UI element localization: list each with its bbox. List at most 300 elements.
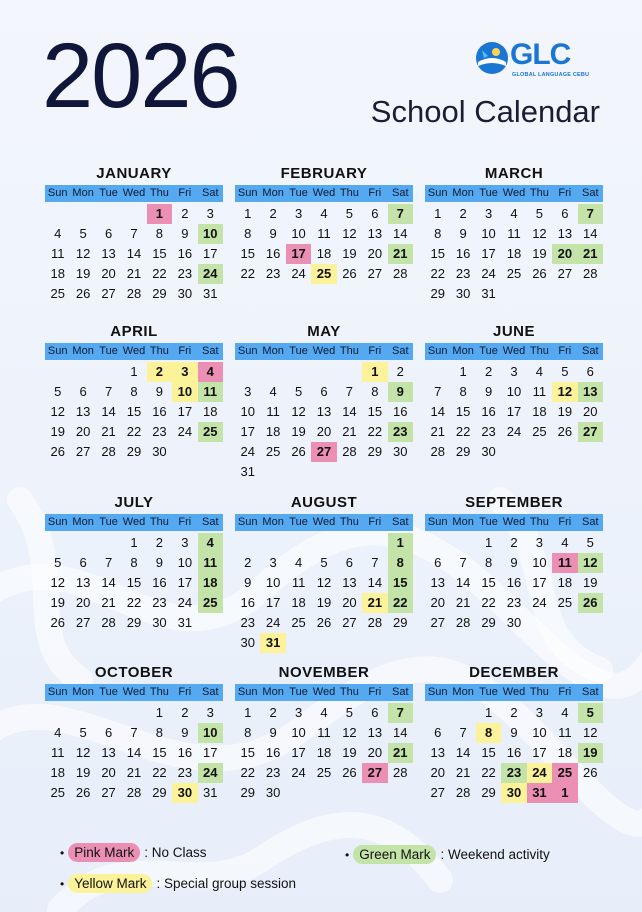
day-cell: 3 xyxy=(510,364,518,379)
day-cell: 15 xyxy=(388,573,413,593)
day-cell: 26 xyxy=(583,765,598,780)
day-cell: 24 xyxy=(198,264,223,284)
day-cell: 9 xyxy=(155,555,164,570)
day-cell: 2 xyxy=(510,535,518,550)
weekday-label: Tue xyxy=(289,686,308,698)
day-cell: 16 xyxy=(265,246,281,261)
day-cell: 30 xyxy=(501,783,526,803)
day-cell: 5 xyxy=(578,703,603,723)
empty-cell xyxy=(45,362,70,382)
legend-pink-chip: Pink Mark xyxy=(68,843,140,862)
empty-cell xyxy=(96,204,121,224)
weekday-label: Thu xyxy=(339,686,359,698)
day-grid xyxy=(45,533,223,633)
weekday-label: Tue xyxy=(289,345,308,357)
day-cell: 23 xyxy=(152,424,167,439)
day-cell: 27 xyxy=(578,422,603,442)
day-cell: 31 xyxy=(240,464,255,479)
day-cell: 15 xyxy=(126,404,142,419)
month-title: JANUARY xyxy=(96,165,172,182)
day-cell: 13 xyxy=(75,404,91,419)
day-cell: 2 xyxy=(459,206,467,221)
day-cell: 16 xyxy=(506,745,522,760)
day-cell: 26 xyxy=(75,286,91,301)
day-cell: 20 xyxy=(75,424,91,439)
day-cell: 2 xyxy=(269,705,277,720)
legend-yellow xyxy=(60,874,296,893)
day-cell: 19 xyxy=(50,424,65,439)
day-cell: 2 xyxy=(181,705,189,720)
weekday-label: Sun xyxy=(427,516,448,528)
empty-cell xyxy=(286,533,311,553)
weekday-header xyxy=(425,684,603,701)
day-cell: 11 xyxy=(317,725,331,740)
day-cell: 9 xyxy=(459,226,467,241)
month-title: OCTOBER xyxy=(94,664,174,681)
day-cell: 23 xyxy=(240,615,255,630)
weekday-label: Thu xyxy=(339,345,359,357)
logo-tagline: GLOBAL LANGUAGE CEBU xyxy=(512,72,590,78)
weekday-header xyxy=(45,185,223,202)
day-cell: 25 xyxy=(50,785,65,800)
day-cell: 7 xyxy=(434,384,442,399)
day-grid xyxy=(235,362,413,482)
day-cell: 17 xyxy=(532,745,547,760)
day-cell: 26 xyxy=(50,615,65,630)
day-cell: 29 xyxy=(152,286,167,301)
day-cell: 2 xyxy=(269,206,277,221)
day-grid xyxy=(45,703,223,803)
day-cell: 6 xyxy=(79,384,87,399)
weekday-label: Thu xyxy=(339,516,359,528)
day-cell: 20 xyxy=(342,595,357,610)
day-cell: 26 xyxy=(578,593,603,613)
day-cell: 26 xyxy=(50,444,65,459)
day-cell: 13 xyxy=(101,745,116,760)
day-cell: 5 xyxy=(79,725,87,740)
weekday-header xyxy=(425,514,603,531)
day-cell: 23 xyxy=(455,266,471,281)
day-cell: 9 xyxy=(244,575,252,590)
day-cell: 11 xyxy=(50,745,65,760)
day-grid xyxy=(45,204,223,304)
day-cell: 8 xyxy=(244,226,252,241)
day-cell: 26 xyxy=(557,424,573,439)
day-cell: 4 xyxy=(561,535,569,550)
day-cell: 27 xyxy=(342,615,357,630)
day-cell: 17 xyxy=(240,424,255,439)
day-cell: 22 xyxy=(367,424,383,439)
day-cell: 30 xyxy=(240,635,255,650)
day-cell: 13 xyxy=(557,226,573,241)
day-cell: 17 xyxy=(265,595,281,610)
day-cell: 12 xyxy=(342,725,357,740)
day-cell: 12 xyxy=(50,575,65,590)
day-cell: 20 xyxy=(75,595,91,610)
day-cell: 7 xyxy=(104,384,113,399)
day-cell: 24 xyxy=(240,444,255,459)
weekday-label: Mon xyxy=(262,345,284,357)
weekday-header xyxy=(235,514,413,531)
day-cell: 1 xyxy=(155,705,164,720)
weekday-label: Sun xyxy=(237,516,258,528)
weekday-label: Wed xyxy=(312,686,336,698)
day-cell: 4 xyxy=(198,362,223,382)
day-cell: 1 xyxy=(244,206,252,221)
day-cell: 1 xyxy=(484,705,493,720)
weekday-label: Mon xyxy=(72,686,94,698)
day-cell: 25 xyxy=(291,615,306,630)
weekday-header xyxy=(45,684,223,701)
weekday-label: Tue xyxy=(99,686,118,698)
day-cell: 21 xyxy=(388,743,413,763)
month-title: DECEMBER xyxy=(469,664,559,681)
day-cell: 11 xyxy=(50,246,65,261)
day-cell: 12 xyxy=(50,404,65,419)
day-cell: 20 xyxy=(583,404,598,419)
weekday-label: Fri xyxy=(558,686,572,698)
day-cell: 10 xyxy=(177,555,193,570)
weekday-label: Fri xyxy=(558,516,572,528)
month-title: NOVEMBER xyxy=(278,664,370,681)
weekday-label: Mon xyxy=(452,187,474,199)
weekday-label: Sat xyxy=(201,516,219,528)
day-cell: 14 xyxy=(455,575,471,590)
empty-cell xyxy=(425,533,450,553)
day-cell: 2 xyxy=(155,535,164,550)
day-cell: 11 xyxy=(317,226,331,241)
day-cell: 29 xyxy=(393,615,408,630)
weekday-label: Thu xyxy=(339,187,359,199)
weekday-label: Sat xyxy=(581,345,599,357)
day-cell: 21 xyxy=(388,244,413,264)
empty-cell xyxy=(45,204,70,224)
day-cell: 5 xyxy=(345,705,354,720)
weekday-label: Fri xyxy=(368,516,382,528)
day-cell: 25 xyxy=(552,763,577,783)
day-cell: 1 xyxy=(130,535,138,550)
day-cell: 30 xyxy=(393,444,408,459)
day-cell: 26 xyxy=(342,765,357,780)
day-cell: 13 xyxy=(430,745,445,760)
weekday-label: Thu xyxy=(149,345,169,357)
day-cell: 28 xyxy=(126,785,142,800)
day-cell: 7 xyxy=(388,703,413,723)
day-cell: 29 xyxy=(481,785,496,800)
day-cell: 9 xyxy=(269,725,277,740)
day-cell: 24 xyxy=(527,763,552,783)
day-cell: 31 xyxy=(527,783,552,803)
day-cell: 22 xyxy=(481,765,496,780)
day-cell: 25 xyxy=(50,286,65,301)
day-cell: 4 xyxy=(269,384,277,399)
day-cell: 30 xyxy=(172,783,197,803)
day-cell: 9 xyxy=(510,555,518,570)
day-cell: 1 xyxy=(130,364,138,379)
day-cell: 4 xyxy=(535,364,544,379)
empty-cell xyxy=(311,362,336,382)
day-cell: 6 xyxy=(371,206,379,221)
day-cell: 30 xyxy=(152,615,167,630)
day-cell: 16 xyxy=(481,404,496,419)
day-cell: 19 xyxy=(578,743,603,763)
weekday-label: Mon xyxy=(452,345,474,357)
day-cell: 17 xyxy=(177,404,193,419)
weekday-label: Fri xyxy=(178,686,192,698)
day-cell: 24 xyxy=(265,615,281,630)
day-cell: 7 xyxy=(130,725,138,740)
day-cell: 1 xyxy=(147,204,172,224)
weekday-label: Sat xyxy=(201,345,219,357)
day-cell: 7 xyxy=(130,226,138,241)
legend-pink xyxy=(60,843,207,862)
day-cell: 27 xyxy=(557,266,573,281)
weekday-header xyxy=(235,343,413,360)
day-cell: 5 xyxy=(320,555,328,570)
day-cell: 6 xyxy=(345,555,354,570)
day-cell: 28 xyxy=(583,266,598,281)
day-cell: 16 xyxy=(177,246,193,261)
weekday-label: Sun xyxy=(47,686,68,698)
day-cell: 6 xyxy=(561,206,569,221)
weekday-label: Tue xyxy=(479,516,498,528)
weekday-label: Thu xyxy=(529,516,549,528)
day-cell: 5 xyxy=(79,226,87,241)
day-cell: 13 xyxy=(367,725,383,740)
day-cell-next-year: 1 xyxy=(552,783,577,803)
day-cell: 3 xyxy=(181,535,189,550)
day-cell: 29 xyxy=(455,444,471,459)
day-cell: 10 xyxy=(265,575,281,590)
day-cell: 20 xyxy=(367,745,383,760)
weekday-label: Tue xyxy=(289,516,308,528)
bullet-icon: • xyxy=(60,876,65,891)
day-cell: 14 xyxy=(101,575,116,590)
month-march xyxy=(425,165,603,304)
month-title: APRIL xyxy=(110,323,158,340)
empty-cell xyxy=(70,533,95,553)
day-cell: 9 xyxy=(510,725,518,740)
day-cell: 2 xyxy=(510,705,518,720)
day-cell: 5 xyxy=(535,206,544,221)
weekday-label: Wed xyxy=(502,686,526,698)
day-cell: 18 xyxy=(532,404,547,419)
weekday-label: Wed xyxy=(312,187,336,199)
weekday-label: Mon xyxy=(72,345,94,357)
day-cell: 5 xyxy=(54,555,62,570)
glc-logo xyxy=(474,38,604,84)
day-cell: 5 xyxy=(294,384,303,399)
day-cell: 24 xyxy=(506,424,522,439)
day-cell: 18 xyxy=(203,404,218,419)
day-cell: 31 xyxy=(260,633,285,653)
day-cell: 6 xyxy=(320,384,328,399)
day-cell: 18 xyxy=(316,745,332,760)
day-cell: 23 xyxy=(177,266,193,281)
day-cell: 17 xyxy=(177,575,193,590)
day-cell: 20 xyxy=(367,246,383,261)
day-cell: 12 xyxy=(291,404,306,419)
weekday-label: Sat xyxy=(391,516,409,528)
day-cell: 21 xyxy=(430,424,445,439)
empty-cell xyxy=(45,703,70,723)
day-cell: 23 xyxy=(506,595,522,610)
weekday-label: Fri xyxy=(558,187,572,199)
weekday-header xyxy=(45,514,223,531)
weekday-label: Sat xyxy=(581,187,599,199)
weekday-header xyxy=(425,343,603,360)
day-cell: 27 xyxy=(75,444,91,459)
day-cell: 25 xyxy=(316,765,332,780)
day-cell: 28 xyxy=(455,615,471,630)
weekday-label: Tue xyxy=(479,686,498,698)
month-july xyxy=(45,494,223,633)
weekday-label: Sat xyxy=(201,187,219,199)
year-title: 2026 xyxy=(42,25,239,127)
weekday-label: Sat xyxy=(201,686,219,698)
weekday-label: Mon xyxy=(262,187,284,199)
empty-cell xyxy=(45,533,70,553)
day-cell: 14 xyxy=(342,404,357,419)
day-cell: 6 xyxy=(434,725,442,740)
day-cell: 3 xyxy=(172,362,197,382)
day-cell: 2 xyxy=(244,555,252,570)
weekday-header xyxy=(45,343,223,360)
day-cell: 21 xyxy=(101,595,116,610)
day-cell: 31 xyxy=(203,286,218,301)
day-cell: 3 xyxy=(535,705,544,720)
weekday-label: Sun xyxy=(427,187,448,199)
weekday-label: Tue xyxy=(479,345,498,357)
day-grid xyxy=(425,703,603,803)
day-cell: 28 xyxy=(101,615,116,630)
day-cell: 7 xyxy=(104,555,113,570)
day-cell: 28 xyxy=(367,615,383,630)
weekday-label: Thu xyxy=(529,187,549,199)
day-cell: 7 xyxy=(345,384,354,399)
empty-cell xyxy=(121,703,146,723)
day-cell: 27 xyxy=(101,286,116,301)
day-cell: 25 xyxy=(265,444,281,459)
day-cell: 14 xyxy=(393,725,408,740)
weekday-label: Tue xyxy=(99,345,118,357)
day-cell: 19 xyxy=(583,575,598,590)
day-cell: 19 xyxy=(557,404,573,419)
weekday-label: Fri xyxy=(368,686,382,698)
day-cell: 12 xyxy=(532,226,547,241)
day-cell: 21 xyxy=(455,765,471,780)
day-cell: 11 xyxy=(507,226,521,241)
day-cell: 10 xyxy=(481,226,496,241)
day-cell: 29 xyxy=(126,444,142,459)
weekday-label: Sat xyxy=(581,686,599,698)
day-cell: 8 xyxy=(484,555,493,570)
day-cell: 2 xyxy=(181,206,189,221)
day-cell: 17 xyxy=(291,745,306,760)
weekday-label: Sat xyxy=(391,345,409,357)
day-cell: 12 xyxy=(75,745,91,760)
day-cell: 12 xyxy=(75,246,91,261)
weekday-label: Sun xyxy=(47,345,68,357)
day-cell: 15 xyxy=(455,404,471,419)
day-cell: 18 xyxy=(50,765,65,780)
legend-green xyxy=(345,845,550,864)
day-cell: 3 xyxy=(535,535,544,550)
day-cell: 28 xyxy=(430,444,445,459)
day-cell: 23 xyxy=(152,595,167,610)
day-cell: 10 xyxy=(532,725,547,740)
weekday-label: Sun xyxy=(237,686,258,698)
day-cell: 24 xyxy=(177,595,193,610)
day-cell: 6 xyxy=(371,705,379,720)
day-cell: 14 xyxy=(393,226,408,241)
empty-cell xyxy=(70,362,95,382)
day-cell: 14 xyxy=(430,404,445,419)
day-cell: 14 xyxy=(126,745,142,760)
day-cell: 17 xyxy=(203,246,218,261)
weekday-label: Mon xyxy=(452,516,474,528)
day-cell: 13 xyxy=(101,246,116,261)
day-cell: 25 xyxy=(506,266,522,281)
day-cell: 14 xyxy=(583,226,598,241)
day-cell: 22 xyxy=(152,266,167,281)
day-cell: 24 xyxy=(532,595,547,610)
day-cell: 19 xyxy=(75,266,91,281)
day-cell: 9 xyxy=(484,384,493,399)
day-cell: 5 xyxy=(345,206,354,221)
day-grid xyxy=(235,204,413,284)
day-cell: 10 xyxy=(532,555,547,570)
weekday-label: Wed xyxy=(502,516,526,528)
day-cell: 21 xyxy=(455,595,471,610)
day-cell: 8 xyxy=(388,553,413,573)
day-cell: 21 xyxy=(342,424,357,439)
weekday-label: Fri xyxy=(178,345,192,357)
weekday-label: Thu xyxy=(529,345,549,357)
day-cell: 12 xyxy=(552,382,577,402)
empty-cell xyxy=(70,703,95,723)
weekday-label: Thu xyxy=(149,516,169,528)
weekday-label: Tue xyxy=(99,187,118,199)
day-cell: 26 xyxy=(532,266,547,281)
empty-cell xyxy=(235,362,260,382)
weekday-label: Wed xyxy=(312,516,336,528)
weekday-label: Mon xyxy=(452,686,474,698)
day-cell: 16 xyxy=(455,246,471,261)
empty-cell xyxy=(311,533,336,553)
day-cell: 14 xyxy=(101,404,116,419)
bullet-icon: • xyxy=(345,847,350,862)
day-cell: 8 xyxy=(155,226,164,241)
weekday-label: Sat xyxy=(581,516,599,528)
day-cell: 4 xyxy=(510,206,518,221)
empty-cell xyxy=(96,533,121,553)
day-cell: 19 xyxy=(342,246,357,261)
weekday-label: Mon xyxy=(262,686,284,698)
day-cell: 16 xyxy=(393,404,408,419)
day-cell: 8 xyxy=(130,555,138,570)
weekday-label: Fri xyxy=(368,345,382,357)
weekday-label: Sat xyxy=(391,686,409,698)
legend-pink-text: : No Class xyxy=(144,845,207,860)
day-cell: 19 xyxy=(532,246,547,261)
day-cell: 3 xyxy=(294,206,303,221)
day-cell: 30 xyxy=(265,785,281,800)
weekday-label: Wed xyxy=(122,187,146,199)
day-cell: 7 xyxy=(578,204,603,224)
day-cell: 1 xyxy=(434,206,442,221)
weekday-label: Tue xyxy=(99,516,118,528)
